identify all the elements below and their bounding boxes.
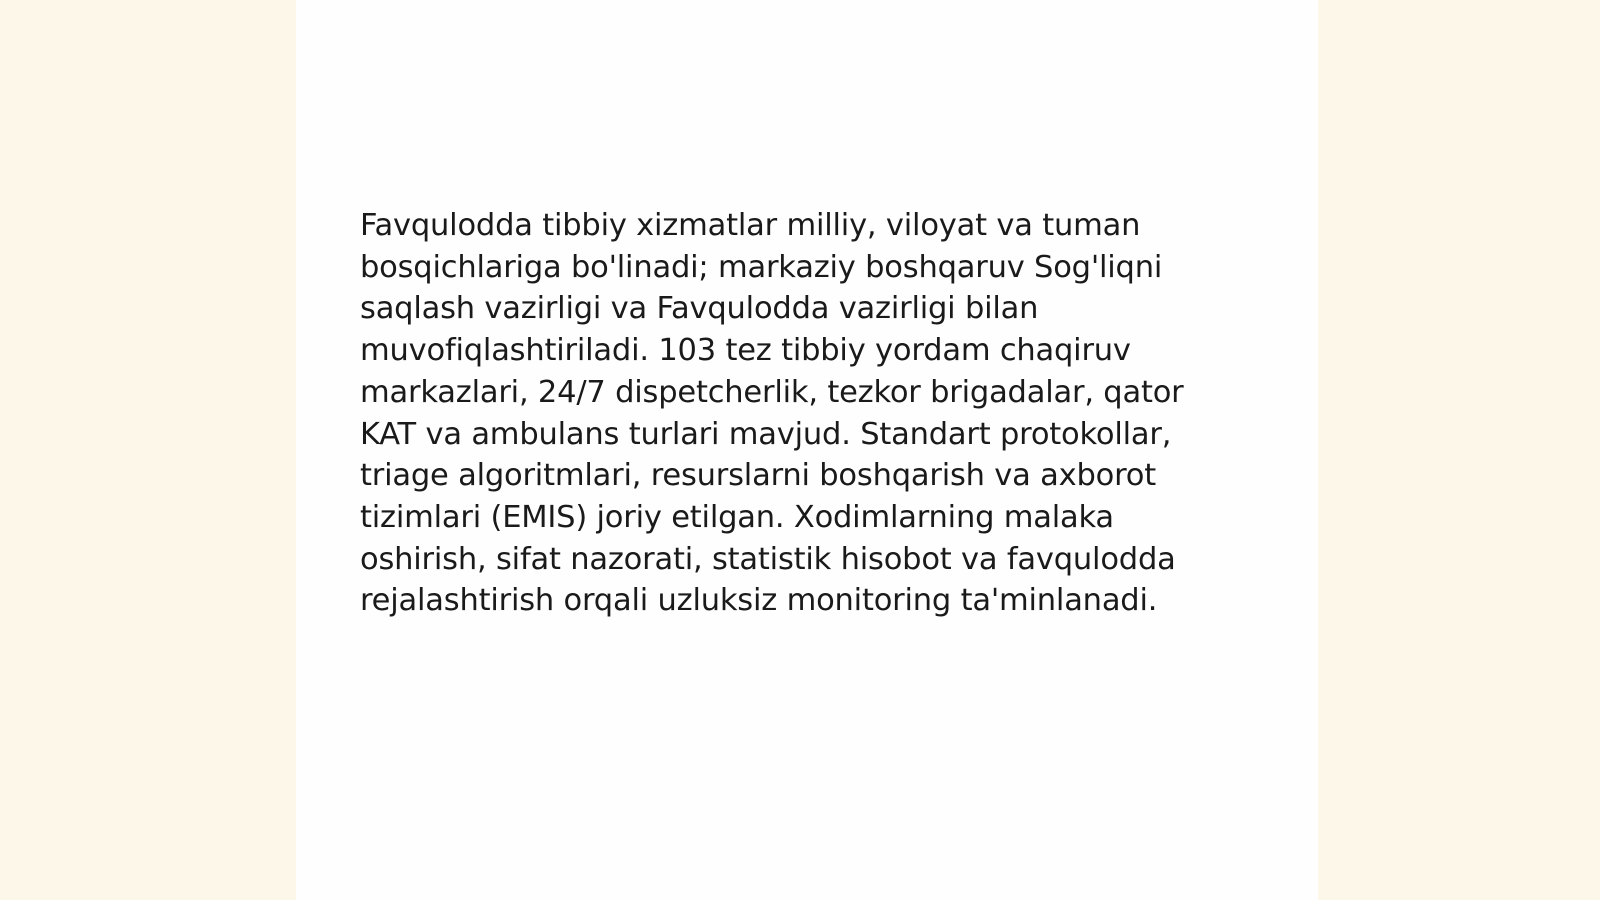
paragraph-line: triage algoritmlari, resurslarni boshqarish va axborot [360,458,1156,494]
paragraph-line: bosqichlariga bo'linadi; markaziy boshqaruv Sog'liqni [360,249,1163,285]
body-paragraph [360,205,1260,622]
document-page [296,0,1318,900]
paragraph-line: muvofiqlashtiriladi. 103 tez tibbiy yordam chaqiruv [360,333,1131,369]
paragraph-line: saqlash vazirligi va Favqulodda vazirligi bilan [360,291,1039,327]
paragraph-line: tizimlari (EMIS) joriy etilgan. Xodimlarning malaka [360,499,1114,535]
paragraph-line: KAT va ambulans turlari mavjud. Standart protokollar, [360,416,1172,452]
paragraph-line: rejalashtirish orqali uzluksiz monitoring ta'minlanadi. [360,583,1158,619]
paragraph-line: oshirish, sifat nazorati, statistik hisobot va favqulodda [360,541,1176,577]
paragraph-line: Favqulodda tibbiy xizmatlar milliy, viloyat va tuman [360,208,1141,243]
paragraph-line: markazlari, 24/7 dispetcherlik, tezkor brigadalar, qator [360,374,1184,410]
